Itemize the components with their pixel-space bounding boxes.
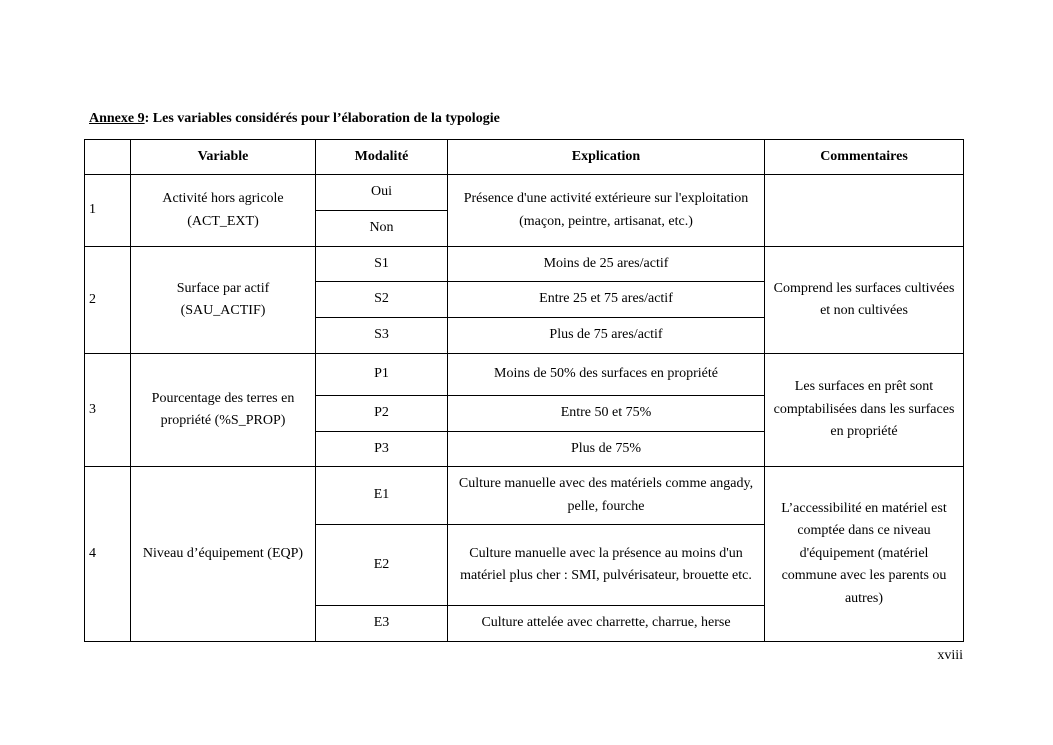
explanation-cell: Moins de 50% des surfaces en propriété xyxy=(448,354,765,396)
header-number xyxy=(85,140,131,175)
variable-cell: Surface par actif (SAU_ACTIF) xyxy=(131,247,316,354)
modality-cell: P2 xyxy=(316,396,448,432)
variable-cell: Activité hors agricole (ACT_EXT) xyxy=(131,175,316,247)
explanation-cell: Culture manuelle avec la présence au moins d'un matériel plus cher : SMI, pulvérisateur, brouette etc. xyxy=(448,525,765,606)
modality-cell: E2 xyxy=(316,525,448,606)
comment-cell xyxy=(765,175,964,247)
row-number: 3 xyxy=(85,354,131,467)
row-number: 2 xyxy=(85,247,131,354)
annex-label: Annexe 9 xyxy=(89,111,145,126)
explanation-cell: Culture manuelle avec des matériels comme angady, pelle, fourche xyxy=(448,467,765,525)
modality-cell: P3 xyxy=(316,432,448,467)
modality-cell: Oui xyxy=(316,175,448,211)
explanation-cell: Présence d'une activité extérieure sur l'exploitation (maçon, peintre, artisanat, etc.) xyxy=(448,175,765,247)
modality-cell: S3 xyxy=(316,318,448,354)
page-number: xviii xyxy=(937,648,963,663)
explanation-cell: Plus de 75% xyxy=(448,432,765,467)
comment-cell: L’accessibilité en matériel est comptée dans ce niveau d'équipement (matériel commune avec les parents ou autres) xyxy=(765,467,964,642)
table-row xyxy=(85,175,964,211)
explanation-cell: Culture attelée avec charrette, charrue, herse xyxy=(448,606,765,642)
row-number: 1 xyxy=(85,175,131,247)
table-row xyxy=(85,467,964,525)
table-row xyxy=(85,247,964,282)
annex-title-text: : Les variables considérés pour l’élaboration de la typologie xyxy=(144,111,500,126)
comment-cell: Les surfaces en prêt sont comptabilisées dans les surfaces en propriété xyxy=(765,354,964,467)
header-modality: Modalité xyxy=(316,140,448,175)
page-title xyxy=(89,111,500,127)
modality-cell: S1 xyxy=(316,247,448,282)
table-row xyxy=(85,354,964,396)
modality-cell: Non xyxy=(316,211,448,247)
explanation-cell: Plus de 75 ares/actif xyxy=(448,318,765,354)
modality-cell: S2 xyxy=(316,282,448,318)
header-explanation: Explication xyxy=(448,140,765,175)
explanation-cell: Entre 25 et 75 ares/actif xyxy=(448,282,765,318)
modality-cell: E1 xyxy=(316,467,448,525)
table-header-row xyxy=(85,140,964,175)
modality-cell: E3 xyxy=(316,606,448,642)
variables-table xyxy=(84,139,964,642)
variable-cell: Niveau d’équipement (EQP) xyxy=(131,467,316,642)
comment-cell: Comprend les surfaces cultivées et non cultivées xyxy=(765,247,964,354)
explanation-cell: Entre 50 et 75% xyxy=(448,396,765,432)
variable-cell: Pourcentage des terres en propriété (%S_PROP) xyxy=(131,354,316,467)
row-number: 4 xyxy=(85,467,131,642)
explanation-cell: Moins de 25 ares/actif xyxy=(448,247,765,282)
header-variable: Variable xyxy=(131,140,316,175)
modality-cell: P1 xyxy=(316,354,448,396)
header-comments: Commentaires xyxy=(765,140,964,175)
